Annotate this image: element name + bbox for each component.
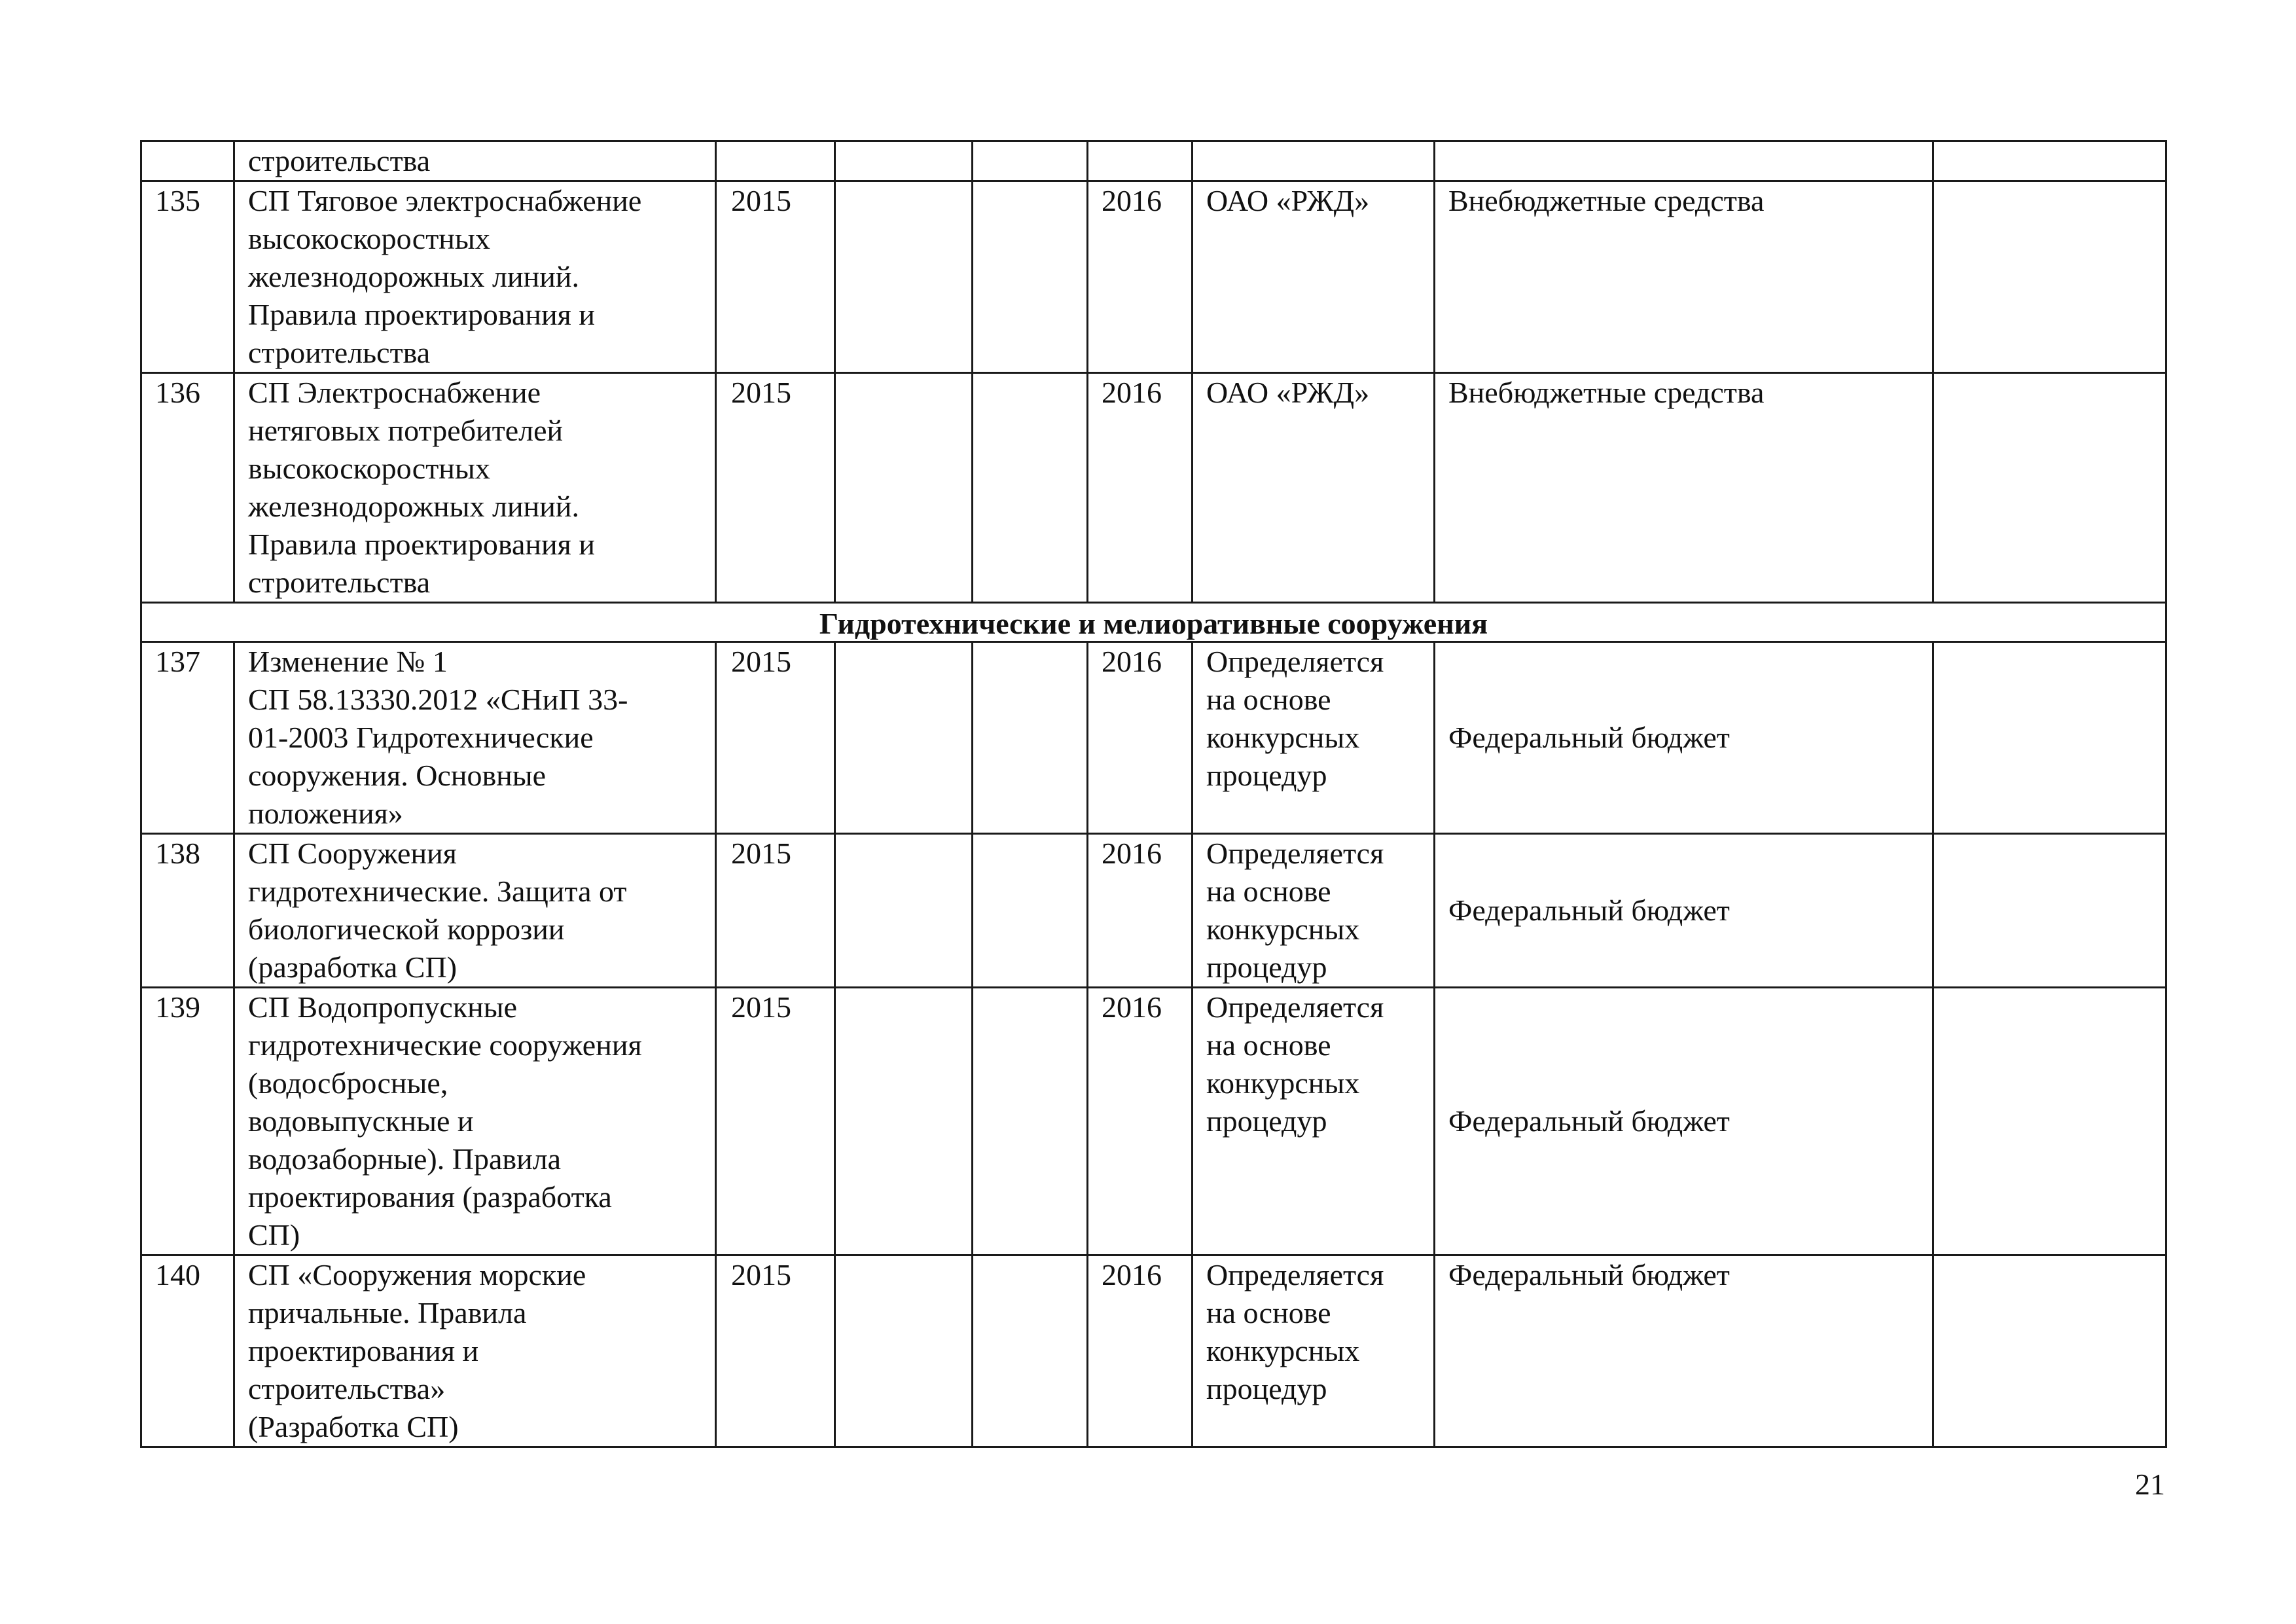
table-cell: [973, 181, 1088, 373]
table-row: [141, 1255, 2166, 1447]
table-cell: [1933, 988, 2166, 1255]
start-year-cell: 2015: [716, 642, 835, 834]
table-cell: [835, 181, 973, 373]
page-number: 21: [2135, 1468, 2165, 1501]
table-row: [141, 181, 2166, 373]
table-cell: [835, 834, 973, 988]
start-year-cell: 2015: [716, 834, 835, 988]
table-cell: [835, 141, 973, 181]
table-row: [141, 373, 2166, 603]
developer-cell: ОАО «РЖД»: [1193, 373, 1435, 603]
funding-source-cell: Федеральный бюджет: [1435, 988, 1933, 1255]
table-cell: [973, 642, 1088, 834]
table-cell: [973, 141, 1088, 181]
end-year-cell: 2016: [1088, 1255, 1193, 1447]
table-cell: [973, 373, 1088, 603]
developer-cell: Определяется на основе конкурсных процедур: [1193, 834, 1435, 988]
table-cell: [1933, 181, 2166, 373]
developer-cell: Определяется на основе конкурсных процедур: [1193, 988, 1435, 1255]
row-number-cell: 139: [141, 988, 234, 1255]
table-cell: [835, 373, 973, 603]
document-title-cell: СП Водопропускные гидротехнические сооружения (водосбросные, водовыпускные и водозаборные). Правила проектирования (разработка СП): [234, 988, 716, 1255]
table-cell: [973, 988, 1088, 1255]
table-row: [141, 988, 2166, 1255]
funding-source-cell: Федеральный бюджет: [1435, 1255, 1933, 1447]
end-year-cell: [1088, 141, 1193, 181]
end-year-cell: 2016: [1088, 988, 1193, 1255]
row-number-cell: [141, 141, 234, 181]
funding-source-cell: [1435, 141, 1933, 181]
standards-plan-table: [140, 140, 2167, 1448]
funding-source-cell: Внебюджетные средства: [1435, 181, 1933, 373]
table-row: [141, 642, 2166, 834]
table-cell: [1933, 1255, 2166, 1447]
document-title-cell: строительства: [234, 141, 716, 181]
funding-source-cell: Внебюджетные средства: [1435, 373, 1933, 603]
table-cell: [973, 1255, 1088, 1447]
table-cell: [973, 834, 1088, 988]
start-year-cell: 2015: [716, 1255, 835, 1447]
developer-cell: Определяется на основе конкурсных процедур: [1193, 1255, 1435, 1447]
table-cell: [835, 1255, 973, 1447]
row-number-cell: 140: [141, 1255, 234, 1447]
table-cell: [1933, 373, 2166, 603]
section-header-row: [141, 603, 2166, 642]
document-title-cell: Изменение № 1 СП 58.13330.2012 «СНиП 33- 01-2003 Гидротехнические сооружения. Основные положения»: [234, 642, 716, 834]
row-number-cell: 137: [141, 642, 234, 834]
document-title-cell: СП Тяговое электроснабжение высокоскоростных железнодорожных линий. Правила проектирования и строительства: [234, 181, 716, 373]
end-year-cell: 2016: [1088, 834, 1193, 988]
section-heading: Гидротехнические и мелиоративные сооружения: [141, 603, 2166, 642]
table-cell: [835, 988, 973, 1255]
table-cell: [835, 642, 973, 834]
funding-source-cell: Федеральный бюджет: [1435, 642, 1933, 834]
table-row: [141, 141, 2166, 181]
table-cell: [1933, 834, 2166, 988]
end-year-cell: 2016: [1088, 373, 1193, 603]
end-year-cell: 2016: [1088, 181, 1193, 373]
document-title-cell: СП Электроснабжение нетяговых потребителей высокоскоростных железнодорожных линий. Правила проектирования и строительства: [234, 373, 716, 603]
developer-cell: ОАО «РЖД»: [1193, 181, 1435, 373]
table-row: [141, 834, 2166, 988]
start-year-cell: 2015: [716, 373, 835, 603]
end-year-cell: 2016: [1088, 642, 1193, 834]
row-number-cell: 135: [141, 181, 234, 373]
document-title-cell: СП Сооружения гидротехнические. Защита от биологической коррозии (разработка СП): [234, 834, 716, 988]
table-cell: [1933, 642, 2166, 834]
start-year-cell: [716, 141, 835, 181]
developer-cell: Определяется на основе конкурсных процедур: [1193, 642, 1435, 834]
row-number-cell: 138: [141, 834, 234, 988]
start-year-cell: 2015: [716, 181, 835, 373]
developer-cell: [1193, 141, 1435, 181]
row-number-cell: 136: [141, 373, 234, 603]
funding-source-cell: Федеральный бюджет: [1435, 834, 1933, 988]
table-cell: [1933, 141, 2166, 181]
document-title-cell: СП «Сооружения морские причальные. Правила проектирования и строительства» (Разработка СП): [234, 1255, 716, 1447]
start-year-cell: 2015: [716, 988, 835, 1255]
